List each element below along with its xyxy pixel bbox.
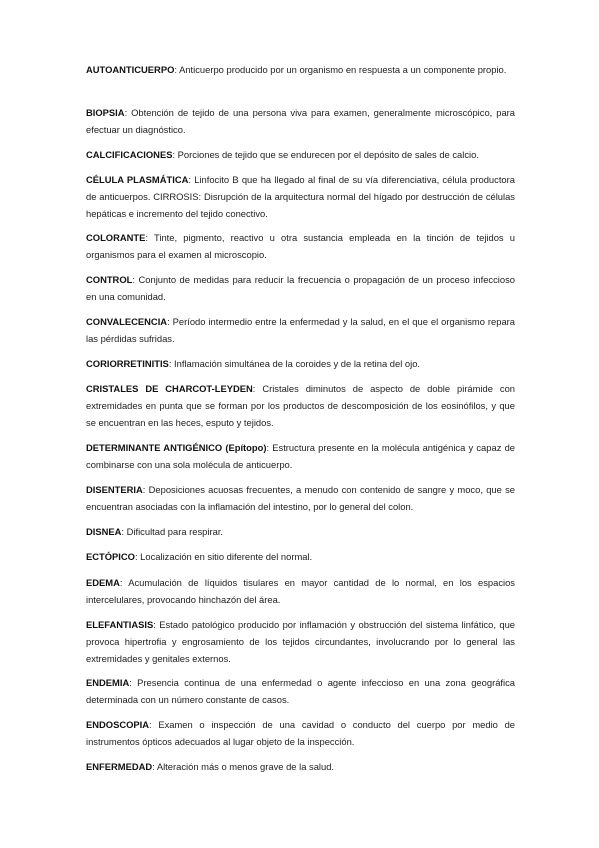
entry-term: ELEFANTIASIS [86,619,154,630]
entry-term: ENDEMIA [86,677,130,688]
entry-definition: : Linfocito B que ha llegado al final de su vía diferenciativa, célula productora de anticuerpos. CIRROSIS: Disrupción de la arquitectura normal del hígado por destrucción de células hepáticas e incremento del tejido conectivo. [86,174,515,219]
entry-definition: : Anticuerpo producido por un organismo en respuesta a un componente propio. [174,64,507,75]
entry-definition: : Acumulación de líquidos tisulares en mayor cantidad de lo normal, en los espacios intercelulares, provocando hinchazón del área. [86,577,515,605]
entry-term: ECTÓPICO [86,551,135,562]
entry-term: BIOPSIA [86,107,125,118]
entry-term: ENDOSCOPIA [86,719,150,730]
glossary-entry-coriorretinitis [86,355,515,372]
glossary-entry-disenteria [86,481,515,515]
entry-definition: : Dificultad para respirar. [121,526,224,537]
glossary-entry-colorante [86,229,515,263]
entry-definition: : Conjunto de medidas para reducir la frecuencia o propagación de un proceso infeccioso en una comunidad. [86,274,515,302]
glossary-entry-cristales-charcot-leyden [86,380,515,431]
entry-term: CONVALECENCIA [86,316,168,327]
glossary-entry-autoanticuerpo [86,61,515,78]
entry-term: CORIORRETINITIS [86,358,169,369]
entry-definition: : Cristales diminutos de aspecto de doble pirámide con extremidades en punta que se forman por los productos de descomposición de los eosinófilos, y que se encuentran en las heces, esputo y tejidos. [86,383,516,428]
glossary-entry-celula-plasmatica [86,171,515,222]
entry-term: AUTOANTICUERPO [86,64,175,75]
entry-definition: : Alteración más o menos grave de la salud. [152,761,335,772]
entry-term: EDEMA [86,577,120,588]
entry-definition: : Localización en sitio diferente del normal. [134,551,313,562]
entry-term: CRISTALES DE CHARCOT-LEYDEN [86,383,253,394]
entry-definition: : Estructura presente en la molécula antigénica y capaz de combinarse con una sola molécula de anticuerpo. [86,442,515,470]
entry-term: DETERMINANTE ANTIGÉNICO (Epítopo) [86,442,267,453]
glossary-entry-disnea [86,523,515,540]
glossary-entry-determinante-antigenico [86,439,515,473]
glossary-entry-endemia [86,674,515,708]
entry-definition: : Presencia continua de una enfermedad o agente infeccioso en una zona geográfica determinada con un número constante de casos. [86,677,515,705]
entry-definition: : Período intermedio entre la enfermedad y la salud, en el que el organismo repara las pérdidas sufridas. [86,316,515,344]
entry-term: DISNEA [86,526,122,537]
glossary-entry-convalecencia [86,313,515,347]
glossary-entry-enfermedad [86,758,515,775]
entry-term: DISENTERIA [86,484,143,495]
entry-definition: : Deposiciones acuosas frecuentes, a menudo con contenido de sangre y moco, que se encuentran asociadas con la inflamación del intestino, por lo general del colon. [86,484,515,512]
entry-term: COLORANTE [86,232,146,243]
entry-term: CONTROL [86,274,133,285]
glossary-entry-elefantiasis [86,616,515,667]
entry-definition: : Porciones de tejido que se endurecen por el depósito de sales de calcio. [172,149,479,160]
glossary-entry-control [86,271,515,305]
entry-definition: : Examen o inspección de una cavidad o conducto del cuerpo por medio de instrumentos ópticos adecuados al lugar objeto de la inspección. [86,719,515,747]
entry-definition: : Obtención de tejido de una persona viva para examen, generalmente microscópico, para efectuar un diagnóstico. [86,107,515,135]
entry-definition: : Tinte, pigmento, reactivo u otra sustancia empleada en la tinción de tejidos u organismos para el examen al microscopio. [86,232,515,260]
entry-term: CALCIFICACIONES [86,149,173,160]
glossary-entry-biopsia [86,104,515,138]
entry-term: CÉLULA PLASMÁTICA [86,174,189,185]
entry-definition: : Inflamación simultánea de la coroides y de la retina del ojo. [168,358,421,369]
glossary-entry-endoscopia [86,716,515,750]
glossary-entry-ectopico [86,548,515,565]
glossary-entry-calcificaciones [86,146,515,163]
entry-term: ENFERMEDAD [86,761,153,772]
entry-definition: : Estado patológico producido por inflamación y obstrucción del sistema linfático, que provoca hipertrofia y engrosamiento de los tejidos circundantes, involucrando por lo general las extremidades y genitales externos. [86,619,515,664]
glossary-entry-edema [86,574,515,608]
